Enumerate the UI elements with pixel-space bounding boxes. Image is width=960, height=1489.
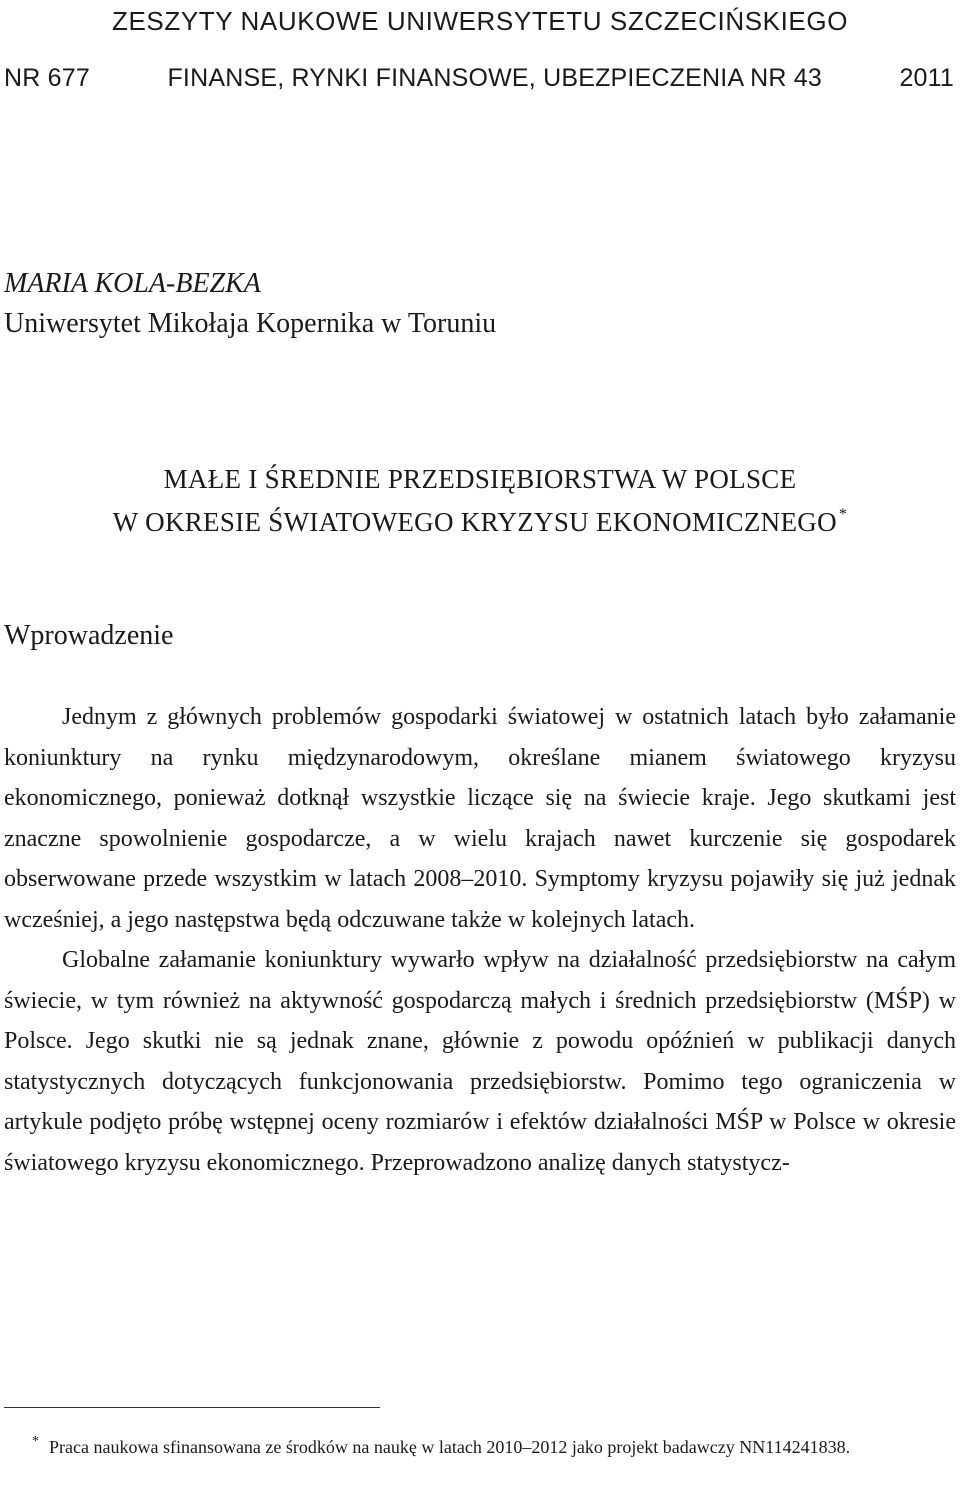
series-line [4,64,954,93]
article-title-line-1: MAŁE I ŚREDNIE PRZEDSIĘBIORSTWA W POLSCE [163,464,797,494]
paragraph-1: Jednym z głównych problemów gospodarki światowej w ostatnich latach było załamanie koniunktury na rynku międzynarodowym, określane mianem światowego kryzysu ekonomicznego, ponieważ dotknął wszystkie liczące się na świecie kraje. Jego skutkami jest znaczne spowolnienie gospodarcze, a w wielu krajach nawet kurczenie się gospodarek obserwowane przede wszystkim w latach 2008–2010. Symptomy kryzysu pojawiły się już jednak wcześniej, a jego następstwa będą odczuwane także w kolejnych latach. [4,704,956,933]
paragraph-2: Globalne załamanie koniunktury wywarło wpływ na działalność przedsiębiorstw na całym świecie, w tym również na aktywność gospodarczą małych i średnich przedsiębiorstw (MŚP) w Polsce. Jego skutki nie są jednak znane, głównie z powodu opóźnień w publikacji danych statystycznych dotyczących funkcjonowania przedsiębiorstw. Pomimo tego ograniczenia w artykule podjęto próbę wstępnej oceny rozmiarów i efektów działalności MŚP w Polsce w okresie światowego kryzysu ekonomicznego. Przeprowadzono analizę danych statystycz- [4,947,956,1176]
footnote-text: Praca naukowa sfinansowana ze środków na naukę w latach 2010–2012 jako projekt badawczy NN114241838. [49,1437,851,1457]
section-heading: Wprowadzenie [4,620,174,651]
title-footnote-marker: * [838,506,848,523]
footnote [4,1428,956,1461]
author-name: MARIA KOLA-BEZKA [4,268,261,299]
article-title-line-2-text: W OKRESIE ŚWIATOWEGO KRYZYSU EKONOMICZNEGO [112,507,837,537]
journal-title: ZESZYTY NAUKOWE UNIWERSYTETU SZCZECIŃSKIEGO [111,6,849,36]
body-text [4,697,956,1183]
article-title-line-2 [0,506,960,538]
publication-year: 2011 [899,64,954,92]
series-name: FINANSE, RYNKI FINANSOWE, UBEZPIECZENIA NR 43 [167,64,822,92]
author-affiliation: Uniwersytet Mikołaja Kopernika w Toruniu [4,308,497,339]
footnote-marker: * [32,1434,39,1449]
issue-number: NR 677 [4,64,90,92]
footnote-rule [4,1407,380,1408]
